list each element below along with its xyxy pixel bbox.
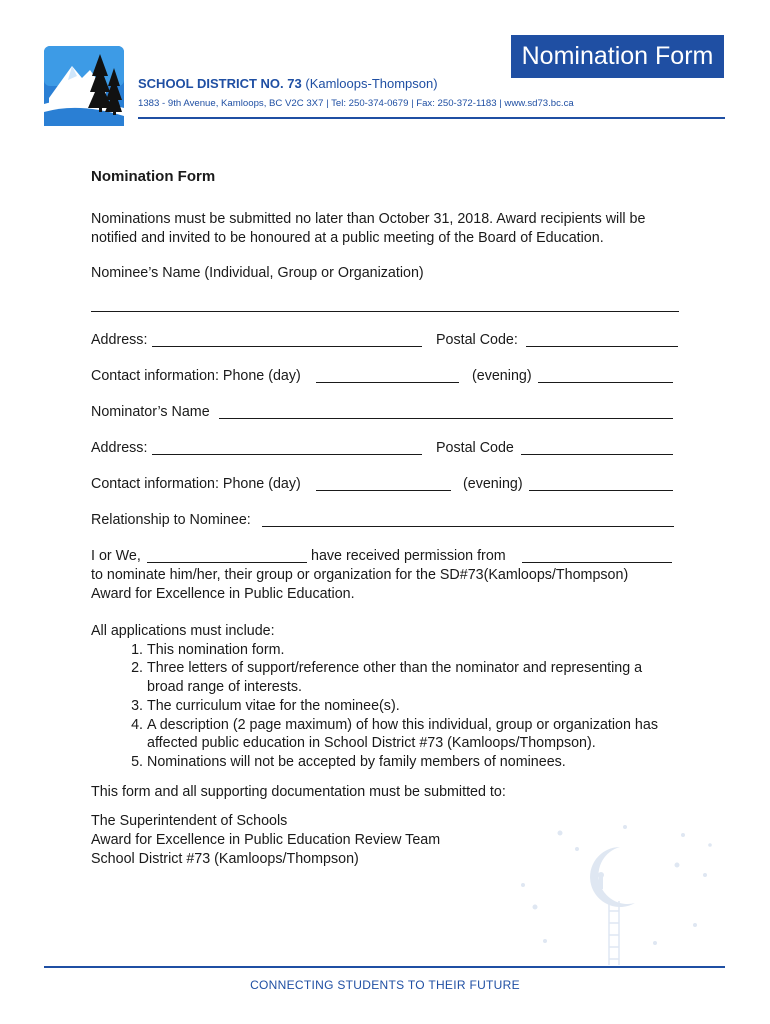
nominator-name-field[interactable] <box>219 418 673 419</box>
nominator-address-field[interactable] <box>152 454 422 455</box>
submission-instructions: This form and all supporting documentation must be submitted to: <box>91 784 506 800</box>
nominator-contact-day-label: Contact information: Phone (day) <box>91 476 301 492</box>
district-name-bold: SCHOOL DISTRICT NO. 73 <box>138 76 302 91</box>
list-item: 3. The curriculum vitae for the nominee(s). <box>147 697 677 716</box>
permission-line-3: Award for Excellence in Public Education. <box>91 586 355 602</box>
nominee-name-field[interactable] <box>91 311 679 312</box>
district-address-line: 1383 - 9th Avenue, Kamloops, BC V2C 3X7 | Tel: 250-374-0679 | Fax: 250-372-1183 | www.sd73.bc.ca <box>138 98 574 109</box>
title-banner: Nomination Form <box>511 35 724 78</box>
list-item: 2. Three letters of support/reference other than the nominator and representing a broad range of interests. <box>147 659 677 696</box>
permission-prefix: I or We, <box>91 548 141 564</box>
footer-divider <box>44 966 725 968</box>
nominator-permission-field[interactable] <box>147 562 307 563</box>
form-heading: Nomination Form <box>91 168 216 185</box>
contact-day-label: Contact information: Phone (day) <box>91 368 301 384</box>
list-item: 5. Nominations will not be accepted by family members of nominees. <box>147 753 677 772</box>
evening-label: (evening) <box>472 368 532 384</box>
relationship-field[interactable] <box>262 526 674 527</box>
postal-code-field[interactable] <box>526 346 678 347</box>
footer-tagline: CONNECTING STUDENTS TO THEIR FUTURE <box>250 978 520 992</box>
nominator-name-label: Nominator’s Name <box>91 404 210 420</box>
district-name <box>138 76 438 91</box>
requirements-section <box>91 622 677 772</box>
nominator-postal-code-label: Postal Code <box>436 440 514 456</box>
header-divider <box>138 117 725 119</box>
list-item: 1. This nomination form. <box>147 641 677 660</box>
postal-code-label: Postal Code: <box>436 332 518 348</box>
phone-day-field[interactable] <box>316 382 459 383</box>
recipient-address <box>91 812 440 869</box>
permission-middle: have received permission from <box>311 548 506 564</box>
nominator-address-label: Address: <box>91 440 148 456</box>
nominator-phone-day-field[interactable] <box>316 490 451 491</box>
district-logo-icon <box>44 46 124 126</box>
nominee-name-label: Nominee’s Name (Individual, Group or Organization) <box>91 265 424 281</box>
address-label: Address: <box>91 332 148 348</box>
recipient-line: The Superintendent of Schools <box>91 813 288 829</box>
recipient-line: Award for Excellence in Public Education Review Team <box>91 832 441 848</box>
permission-line-2: to nominate him/her, their group or organization for the SD#73(Kamloops/Thompson) <box>91 567 629 583</box>
nominator-evening-label: (evening) <box>463 476 523 492</box>
intro-paragraph: Nominations must be submitted no later than October 31, 2018. Award recipients will be notified and invited to be honoured at a public meeting of the Board of Education. <box>91 211 646 246</box>
address-field[interactable] <box>152 346 422 347</box>
permission-from-field[interactable] <box>522 562 672 563</box>
district-name-paren: (Kamloops-Thompson) <box>305 76 438 91</box>
phone-evening-field[interactable] <box>538 382 673 383</box>
recipient-line: School District #73 (Kamloops/Thompson) <box>91 851 359 867</box>
nominator-postal-code-field[interactable] <box>521 454 673 455</box>
list-item: 4. A description (2 page maximum) of how this individual, group or organization has affected public education in School District #73 (Kamloops/Thompson). <box>147 716 677 753</box>
requirements-list <box>91 641 677 772</box>
relationship-label: Relationship to Nominee: <box>91 512 251 528</box>
nominator-phone-evening-field[interactable] <box>529 490 673 491</box>
moon-ladder-stars-icon <box>505 815 725 965</box>
requirements-intro: All applications must include: <box>91 623 275 639</box>
